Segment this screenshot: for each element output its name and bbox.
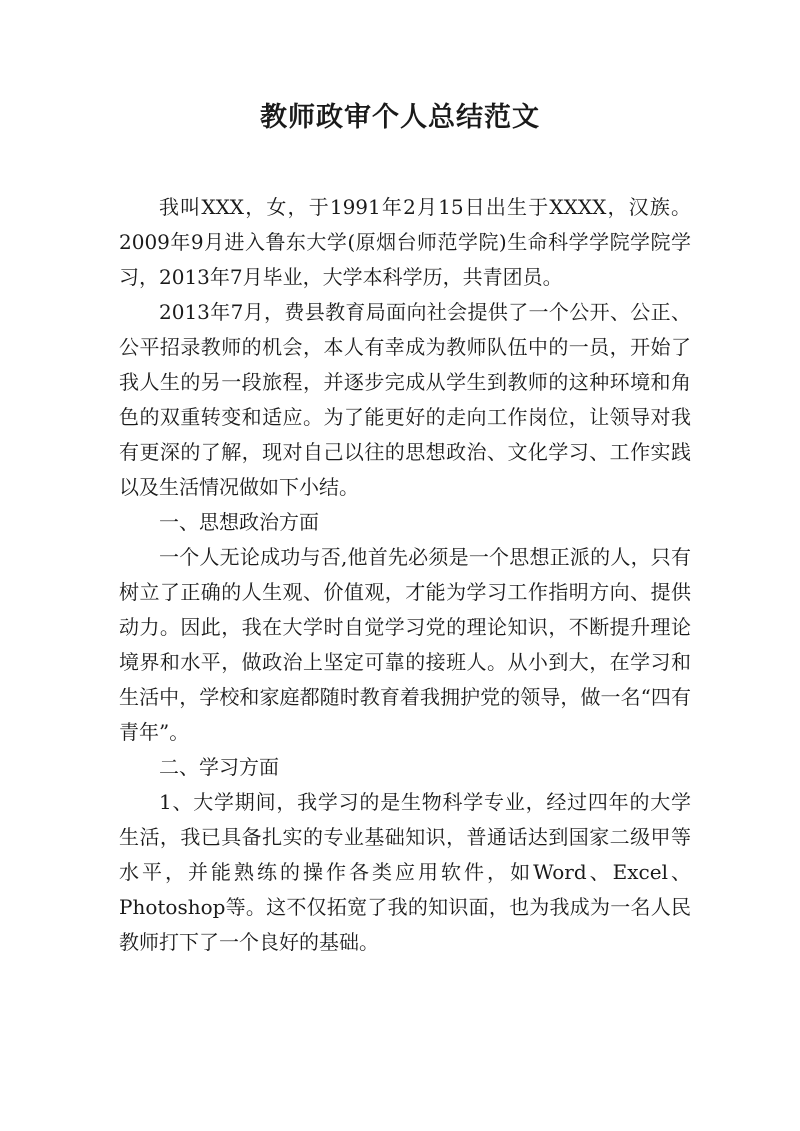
paragraph-recruitment: 2013年7月，费县教育局面向社会提供了一个公开、公正、公平招录教师的机会，本人有幸成为教师队伍中的一员，开始了我人生的另一段旅程，并逐步完成从学生到教师的这种环境和角色的双重转变和适应。为了能更好的走向工作岗位，让领导对我有更深的了解，现对自己以往的思想政治、文化学习、工作实践以及生活情况做如下小结。 xyxy=(119,300,691,499)
document-title: 教师政审个人总结范文 xyxy=(260,102,540,133)
paragraph-political: 一个人无论成功与否,他首先必须是一个思想正派的人，只有树立了正确的人生观、价值观，才能为学习工作指明方向、提供动力。因此，我在大学时自觉学习党的理论知识，不断提升理论境界和水平，做政治上坚定可靠的接班人。从小到大，在学习和生活中，学校和家庭都随时教育着我拥护党的领导，做一名“四有青年”。 xyxy=(119,545,691,744)
section-heading-study: 二、学习方面 xyxy=(159,755,279,779)
document-body xyxy=(119,190,691,960)
paragraph-intro: 我叫XXX，女，于1991年2月15日出生于XXXX，汉族。2009年9月进入鲁东大学(原烟台师范学院)生命科学学院学院学习，2013年7月毕业，大学本科学历，共青团员。 xyxy=(119,195,691,289)
paragraph-study: 1、大学期间，我学习的是生物科学专业，经过四年的大学生活，我已具备扎实的专业基础知识，普通话达到国家二级甲等水平，并能熟练的操作各类应用软件，如Word、Excel、Photoshop等。这不仅拓宽了我的知识面，也为我成为一名人民教师打下了一个良好的基础。 xyxy=(119,790,691,954)
section-heading-political: 一、思想政治方面 xyxy=(159,510,319,534)
